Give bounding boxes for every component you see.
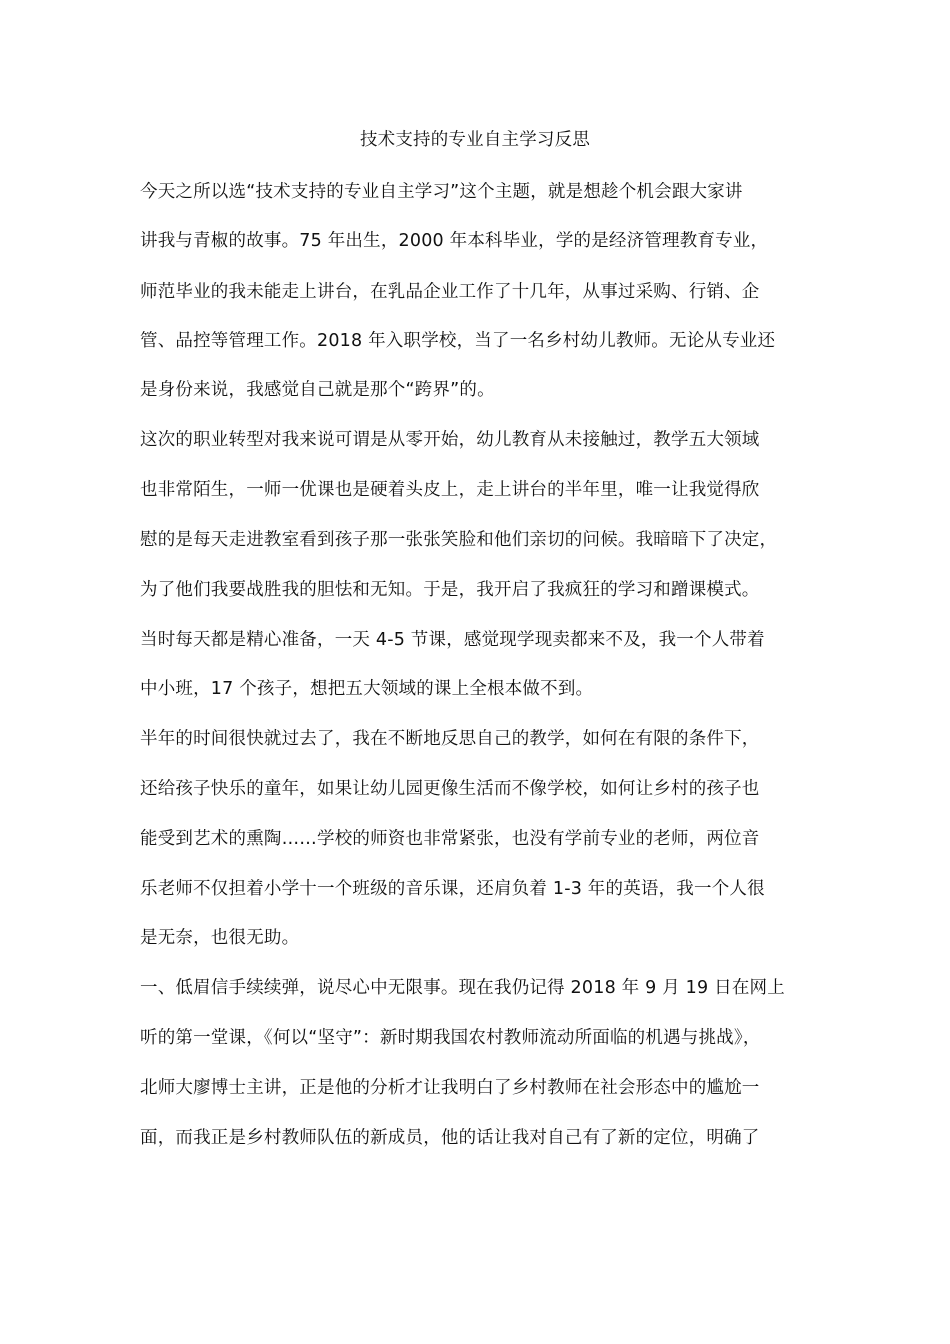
paragraph-line: 是身份来说，我感觉自己就是那个“跨界”的。 <box>140 380 495 400</box>
paragraph-line: 听的第一堂课，《何以“坚守”：新时期我国农村教师流动所面临的机遇与挑战》， <box>140 1028 761 1048</box>
paragraph-line: 也非常陌生，一师一优课也是硬着头皮上，走上讲台的半年里，唯一让我觉得欣 <box>140 480 760 500</box>
paragraph-line: 为了他们我要战胜我的胆怯和无知。于是，我开启了我疯狂的学习和蹭课模式。 <box>140 580 760 600</box>
paragraph-line: 慰的是每天走进教室看到孩子那一张张笑脸和他们亲切的问候。我暗暗下了决定， <box>140 530 778 550</box>
paragraph-line: 讲我与青椒的故事。75 年出生，2000 年本科毕业，学的是经济管理教育专业， <box>140 231 769 251</box>
paragraph-line: 乐老师不仅担着小学十一个班级的音乐课，还肩负着 1-3 年的英语，我一个人很 <box>140 879 765 899</box>
paragraph-line: 这次的职业转型对我来说可谓是从零开始，幼儿教育从未接触过，教学五大领域 <box>140 430 760 450</box>
paragraph-line: 还给孩子快乐的童年，如果让幼儿园更像生活而不像学校，如何让乡村的孩子也 <box>140 779 760 799</box>
document-title: 技术支持的专业自主学习反思 <box>359 130 591 150</box>
paragraph-line: 面，而我正是乡村教师队伍的新成员，他的话让我对自己有了新的定位，明确了 <box>140 1128 760 1148</box>
paragraph-line: 今天之所以选“技术支持的专业自主学习”这个主题，就是想趁个机会跟大家讲 <box>140 182 743 202</box>
paragraph-line: 半年的时间很快就过去了，我在不断地反思自己的教学，如何在有限的条件下， <box>140 729 760 749</box>
paragraph-line: 当时每天都是精心准备，一天 4-5 节课，感觉现学现卖都来不及，我一个人带着 <box>140 630 765 650</box>
paragraph-line: 能受到艺术的熏陶……学校的师资也非常紧张，也没有学前专业的老师，两位音 <box>140 829 760 849</box>
paragraph-line: 师范毕业的我未能走上讲台，在乳品企业工作了十几年，从事过采购、行销、企 <box>140 282 760 302</box>
paragraph-line: 中小班，17 个孩子，想把五大领域的课上全根本做不到。 <box>140 679 594 699</box>
paragraph-line: 是无奈，也很无助。 <box>140 928 300 948</box>
paragraph-line: 管、品控等管理工作。2018 年入职学校，当了一名乡村幼儿教师。无论从专业还 <box>140 331 776 351</box>
paragraph-line: 北师大廖博士主讲，正是他的分析才让我明白了乡村教师在社会形态中的尴尬一 <box>140 1078 760 1098</box>
paragraph-line: 一、低眉信手续续弹，说尽心中无限事。现在我仍记得 2018 年 9 月 19 日在网上 <box>140 978 785 998</box>
